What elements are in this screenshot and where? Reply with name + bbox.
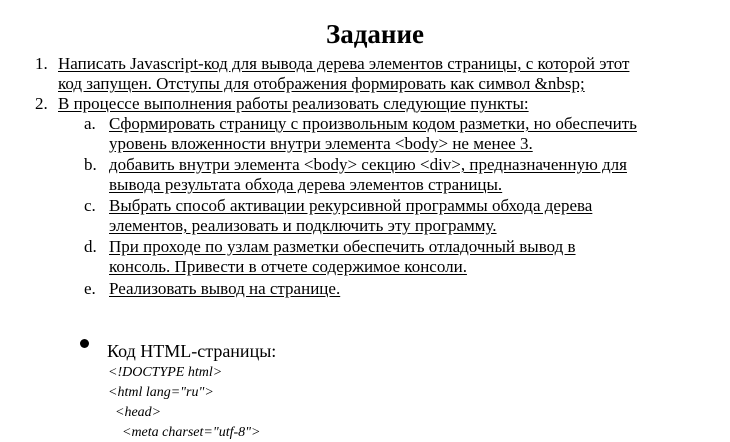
text-line: консоль. Привести в отчете содержимое консоли.	[109, 257, 467, 276]
sub-item-text	[109, 279, 730, 299]
sub-item-letter: c.	[84, 196, 96, 215]
text-line: Сформировать страницу с произвольным кодом разметки, но обеспечить	[109, 114, 637, 133]
text-line: добавить внутри элемента <body> секцию <div>, предназначенную для	[109, 155, 627, 174]
text-line: В процессе выполнения работы реализовать следующие пункты:	[58, 94, 529, 113]
sub-item-text	[109, 155, 730, 195]
code-line: <!DOCTYPE html>	[108, 365, 223, 380]
list-item-text	[58, 94, 730, 114]
text-line: код запущен. Отступы для отображения формировать как символ &nbsp;	[58, 74, 585, 93]
sub-item-text	[109, 237, 730, 277]
sub-item-letter: b.	[84, 155, 97, 174]
code-line: <head>	[108, 405, 162, 420]
list-item-text	[58, 54, 730, 94]
text-line: При проходе по узлам разметки обеспечить отладочный вывод в	[109, 237, 576, 256]
sub-item-letter: a.	[84, 114, 96, 133]
page-title: Задание	[325, 19, 424, 49]
list-item-number: 2.	[35, 94, 48, 113]
text-line: вывода результата обхода дерева элементов страницы.	[109, 175, 503, 194]
text-line: Написать Javascript-код для вывода дерева элементов страницы, с которой этот	[58, 54, 630, 73]
text-line: Выбрать способ активации рекурсивной программы обхода дерева	[109, 196, 593, 215]
list-item-number: 1.	[35, 54, 48, 73]
code-line: <html lang="ru">	[108, 385, 214, 400]
text-line: Реализовать вывод на странице.	[109, 279, 341, 298]
text-line: уровень вложенности внутри элемента <body> не менее 3.	[109, 134, 533, 153]
sub-item-text	[109, 196, 730, 236]
sub-item-text	[109, 114, 730, 154]
sub-item-letter: e.	[84, 279, 96, 298]
bullet-icon	[80, 339, 89, 348]
text-line: элементов, реализовать и подключить эту программу.	[109, 216, 497, 235]
code-line: <meta charset="utf-8">	[108, 425, 261, 440]
code-heading: Код HTML-страницы:	[107, 341, 277, 361]
sub-item-letter: d.	[84, 237, 97, 256]
